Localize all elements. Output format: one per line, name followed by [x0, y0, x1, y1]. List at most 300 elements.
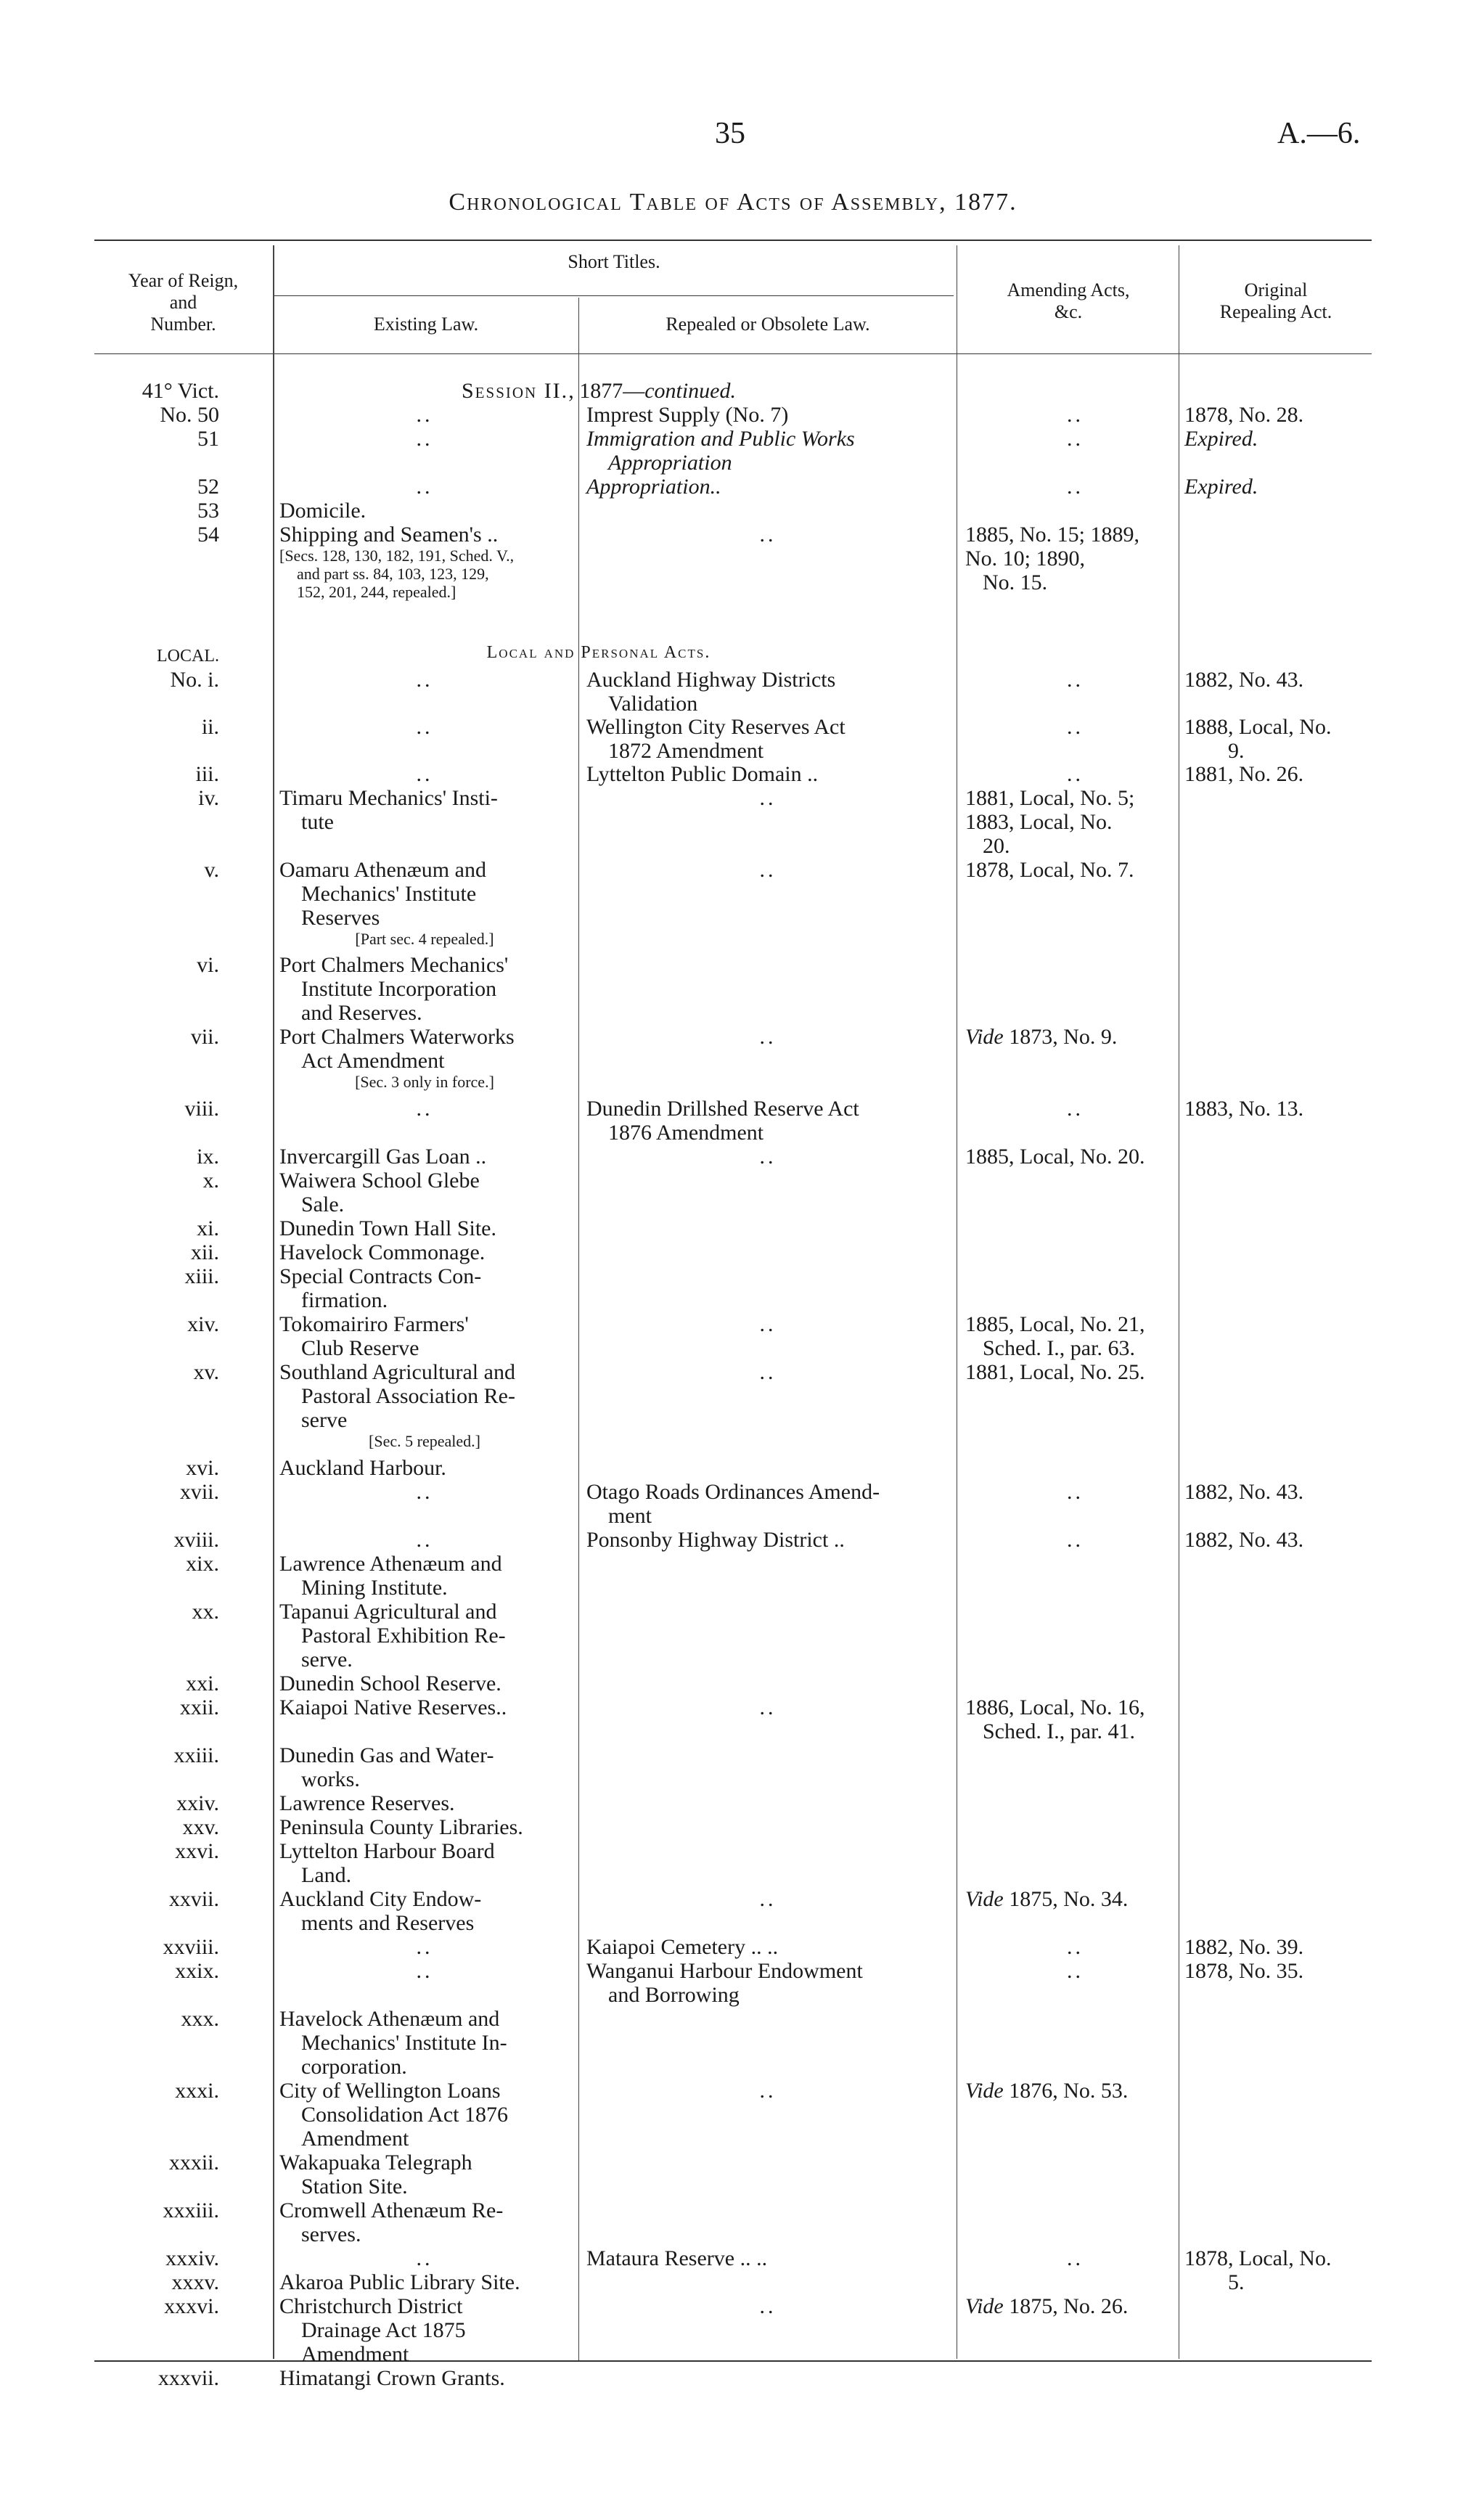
header-year: Year of Reign, and Number. [128, 270, 239, 335]
act-number: No. i. [170, 668, 219, 692]
original-repealing-cell [1184, 1935, 1373, 1959]
repealed-law-cell [586, 1528, 949, 1552]
existing-law-cell [279, 2079, 570, 2151]
existing-law-cell [279, 2007, 570, 2079]
existing-law-cell [279, 1312, 570, 1360]
original-repealing-line: 5. [1228, 2270, 1245, 2294]
existing-law-line: serves. [301, 2222, 361, 2246]
act-number: xiv. [187, 1312, 219, 1336]
existing-law-text: Shipping and Seamen's .. [279, 523, 499, 547]
act-number: xvi. [186, 1456, 219, 1480]
existing-law-line: Waiwera School Glebe [279, 1169, 480, 1192]
existing-law-text: .. [416, 1097, 433, 1121]
act-number: xxvii. [168, 1887, 219, 1911]
act-number: xxv. [182, 1815, 219, 1839]
repealed-law-cell [586, 1312, 949, 1336]
amending-act-line: 1885, No. 15; 1889, [965, 523, 1139, 547]
existing-law-text: .. [416, 403, 433, 427]
amending-acts-cell [965, 475, 1183, 499]
amending-act-text [965, 1887, 1183, 1911]
amending-act-line: 1881, Local, No. 5; [965, 786, 1135, 810]
repealed-law-cell [586, 403, 949, 427]
original-repealing-text: 1878, No. 35. [1184, 1959, 1304, 1983]
act-number: xxvi. [175, 1839, 219, 1863]
existing-law-cell [279, 1791, 570, 1815]
amending-act-line: 1883, Local, No. [965, 810, 1113, 834]
repealed-law-cell [586, 1145, 949, 1169]
repeal-note: [Part sec. 4 repealed.] [355, 930, 494, 948]
existing-law-line: Mechanics' Institute [301, 882, 477, 906]
repealed-law-cell [586, 1480, 949, 1528]
amending-act-ref: 1881, Local, No. 25. [965, 1360, 1145, 1384]
existing-law-line: Dunedin Gas and Water- [279, 1743, 494, 1767]
existing-law-cell [279, 1959, 570, 1983]
repealed-law-cell [586, 1360, 949, 1384]
repealed-law-line: Auckland Highway Districts [586, 668, 836, 692]
act-number: xix. [186, 1552, 219, 1576]
act-number: xxiii. [173, 1743, 219, 1767]
repealed-law-text: Lyttelton Public Domain .. [586, 762, 819, 786]
existing-law-cell [279, 1887, 570, 1935]
existing-law-line: tute [301, 810, 334, 834]
document-reference: A.—6. [1277, 117, 1361, 150]
original-repealing-cell [1184, 668, 1373, 692]
repeal-note: [Sec. 5 repealed.] [369, 1432, 480, 1450]
original-repealing-cell [1184, 715, 1373, 763]
existing-law-cell [279, 668, 570, 692]
original-repealing-text: 1882, No. 43. [1184, 668, 1304, 692]
amending-act-line: 1885, Local, No. 21, [965, 1312, 1145, 1336]
repealed-law-line: Appropriation [608, 451, 732, 475]
existing-law-line: firmation. [301, 1288, 388, 1312]
existing-law-line: Amendment [301, 2127, 409, 2151]
existing-law-line: works. [301, 1767, 360, 1791]
act-number: 52 [197, 475, 219, 499]
act-number: xxxii. [168, 2151, 219, 2175]
existing-law-text: Dunedin Town Hall Site. [279, 1216, 496, 1240]
existing-law-text: .. [416, 2246, 433, 2270]
repealed-law-text: .. [759, 2294, 777, 2318]
repealed-law-cell [586, 2294, 949, 2318]
original-repealing-cell [1184, 1480, 1373, 1504]
amending-act-text: .. [1067, 2246, 1084, 2270]
existing-law-line: Act Amendment [301, 1049, 445, 1073]
act-number: xxxi. [175, 2079, 219, 2103]
amending-act-text: .. [1067, 1935, 1084, 1959]
repealed-law-line: 1872 Amendment [608, 739, 764, 763]
repealed-law-cell [586, 786, 949, 810]
short-titles-rule [274, 295, 954, 296]
repealed-law-cell [586, 1695, 949, 1719]
repealed-law-text: Imprest Supply (No. 7) [586, 403, 789, 427]
existing-law-text: .. [416, 427, 433, 451]
repealed-law-cell [586, 2079, 949, 2103]
act-number: ix. [197, 1145, 219, 1169]
original-repealing-text: 1882, No. 43. [1184, 1528, 1304, 1552]
vide-label: Vide [965, 2294, 1004, 2318]
amending-acts-cell [965, 1480, 1183, 1504]
existing-law-line: Institute Incorporation [301, 977, 497, 1001]
col-rule-1 [273, 245, 274, 2359]
act-number: xxxvi. [164, 2294, 219, 2318]
existing-law-cell [279, 786, 570, 834]
amending-acts-cell [965, 1360, 1183, 1384]
col-rule-2 [578, 298, 579, 2360]
existing-law-line: City of Wellington Loans [279, 2079, 501, 2103]
vide-label: Vide [965, 2079, 1004, 2103]
amending-act-line: No. 10; 1890, [965, 547, 1085, 570]
original-repealing-text: Expired. [1184, 475, 1258, 499]
existing-law-line: Mining Institute. [301, 1576, 448, 1600]
repealed-law-cell [586, 2246, 949, 2270]
existing-law-cell [279, 1672, 570, 1695]
existing-law-text: .. [416, 1935, 433, 1959]
amending-act-line: Sched. I., par. 63. [983, 1336, 1135, 1360]
amending-acts-cell [965, 858, 1183, 882]
act-number: 53 [197, 499, 219, 523]
act-number: v. [204, 858, 219, 882]
existing-law-line: Land. [301, 1863, 352, 1887]
existing-law-cell [279, 1025, 570, 1091]
existing-law-cell [279, 1240, 570, 1264]
amending-acts-cell [965, 2294, 1183, 2318]
repealed-law-line: 1876 Amendment [608, 1121, 764, 1145]
act-number: xxxiii. [163, 2198, 219, 2222]
existing-law-line: Pastoral Association Re- [301, 1384, 515, 1408]
repealed-law-text: .. [759, 858, 777, 882]
repealed-law-text: .. [759, 1025, 777, 1049]
act-number: vii. [190, 1025, 219, 1049]
existing-law-cell [279, 2198, 570, 2246]
amending-acts-cell [965, 1145, 1183, 1169]
original-repealing-text: 1882, No. 39. [1184, 1935, 1304, 1959]
act-number: xx. [192, 1600, 219, 1624]
amending-act-ref: 1873, No. 9. [1009, 1025, 1118, 1049]
existing-law-text: Himatangi Crown Grants. [279, 2366, 505, 2390]
existing-law-cell [279, 858, 570, 948]
original-repealing-cell [1184, 1528, 1373, 1552]
existing-law-text: .. [416, 762, 433, 786]
existing-law-cell [279, 1552, 570, 1600]
existing-law-cell [279, 1480, 570, 1504]
existing-law-line: serve [301, 1408, 348, 1432]
amending-act-text [965, 1145, 1183, 1169]
existing-law-cell [279, 2366, 570, 2390]
original-repealing-cell [1184, 762, 1373, 786]
existing-law-cell [279, 1097, 570, 1121]
amending-acts-cell [965, 715, 1183, 739]
repealed-law-cell [586, 1097, 949, 1145]
header-existing-law: Existing Law. [373, 314, 479, 335]
amending-acts-cell [965, 523, 1183, 594]
existing-law-line: Tapanui Agricultural and [279, 1600, 497, 1624]
existing-law-line: Oamaru Athenæum and [279, 858, 486, 882]
existing-law-cell [279, 1145, 570, 1169]
repealed-law-line: Dunedin Drillshed Reserve Act [586, 1097, 859, 1121]
original-repealing-cell [1184, 1959, 1373, 1983]
existing-law-text: .. [416, 1959, 433, 1983]
existing-law-text: Peninsula County Libraries. [279, 1815, 523, 1839]
existing-law-text: .. [416, 715, 433, 739]
amending-act-text [965, 858, 1183, 882]
repealed-law-cell [586, 762, 949, 786]
existing-law-cell [279, 715, 570, 739]
amending-act-text: .. [1067, 1097, 1084, 1121]
amending-acts-cell [965, 1528, 1183, 1552]
repealed-law-line: Validation [608, 692, 698, 716]
amending-acts-cell [965, 2079, 1183, 2103]
act-number: xviii. [173, 1528, 219, 1552]
existing-law-cell [279, 1264, 570, 1312]
existing-law-cell [279, 1743, 570, 1791]
act-number: xxx. [181, 2007, 219, 2031]
repealed-law-text: Ponsonby Highway District .. [586, 1528, 845, 1552]
existing-law-line: Timaru Mechanics' Insti- [279, 786, 498, 810]
repealed-law-line: Wanganui Harbour Endowment [586, 1959, 863, 1983]
repealed-law-cell [586, 668, 949, 716]
existing-law-cell [279, 475, 570, 499]
amending-acts-cell [965, 762, 1183, 786]
act-number: xxiv. [176, 1791, 219, 1815]
original-repealing-text: 1881, No. 26. [1184, 762, 1304, 786]
act-number: xiii. [184, 1264, 219, 1288]
repealed-law-line: Immigration and Public Works [586, 427, 855, 451]
repealed-law-text: .. [759, 523, 777, 547]
act-number: vi. [197, 953, 219, 977]
existing-law-cell [279, 1815, 570, 1839]
act-number: xxii. [179, 1695, 219, 1719]
original-repealing-line: 9. [1228, 739, 1245, 763]
existing-law-cell [279, 499, 570, 523]
amending-act-ref: 1885, Local, No. 20. [965, 1145, 1145, 1169]
existing-law-line: Havelock Athenæum and [279, 2007, 500, 2031]
existing-law-line: Station Site. [301, 2175, 408, 2198]
repealed-law-cell [586, 1025, 949, 1049]
amending-act-text: .. [1067, 1480, 1084, 1504]
amending-acts-cell [965, 1695, 1183, 1743]
original-repealing-line: 1888, Local, No. [1184, 715, 1332, 739]
existing-law-line: Wakapuaka Telegraph [279, 2151, 472, 2175]
original-repealing-text: 1882, No. 43. [1184, 1480, 1304, 1504]
act-number: xii. [190, 1240, 219, 1264]
amending-act-ref: 1875, No. 26. [1009, 2294, 1129, 2318]
header-short-titles: Short Titles. [568, 251, 660, 272]
original-repealing-text: Expired. [1184, 427, 1258, 451]
act-number: viii. [184, 1097, 219, 1121]
existing-law-cell [279, 762, 570, 786]
header-bottom-rule [94, 353, 1372, 354]
repealed-law-line: ment [608, 1504, 652, 1528]
existing-law-cell [279, 953, 570, 1025]
amending-act-text [965, 1360, 1183, 1384]
original-repealing-cell [1184, 1097, 1373, 1121]
act-number: xxi. [186, 1672, 219, 1695]
existing-law-line: Southland Agricultural and [279, 1360, 515, 1384]
existing-law-line: Reserves [301, 906, 380, 930]
original-repealing-cell [1184, 2246, 1373, 2294]
existing-law-text: Auckland Harbour. [279, 1456, 446, 1480]
repeal-note-line: 152, 201, 244, repealed.] [297, 583, 456, 601]
original-repealing-cell [1184, 403, 1373, 427]
repealed-law-text: .. [759, 1360, 777, 1384]
existing-law-line: Club Reserve [301, 1336, 419, 1360]
repealed-law-cell [586, 1887, 949, 1911]
existing-law-cell [279, 1935, 570, 1959]
vide-label: Vide [965, 1887, 1004, 1911]
existing-law-line: Lyttelton Harbour Board [279, 1839, 495, 1863]
existing-law-line: Port Chalmers Mechanics' [279, 953, 509, 977]
original-repealing-cell [1184, 427, 1373, 451]
existing-law-text: Domicile. [279, 499, 366, 523]
local-title: Local and Personal Acts. [486, 643, 711, 662]
existing-law-text: .. [416, 1528, 433, 1552]
act-number: No. 50 [160, 403, 219, 427]
original-repealing-cell [1184, 475, 1373, 499]
repealed-law-cell [586, 475, 949, 499]
amending-acts-cell [965, 1025, 1183, 1049]
amending-act-text: .. [1067, 1528, 1084, 1552]
existing-law-text: Havelock Commonage. [279, 1240, 486, 1264]
existing-law-cell [279, 1839, 570, 1887]
existing-law-line: Special Contracts Con- [279, 1264, 482, 1288]
existing-law-cell [279, 1360, 570, 1450]
amending-acts-cell [965, 427, 1183, 451]
repealed-law-line: Otago Roads Ordinances Amend- [586, 1480, 880, 1504]
amending-act-text: .. [1067, 762, 1084, 786]
existing-law-cell [279, 2294, 570, 2366]
amending-act-ref: 1878, Local, No. 7. [965, 858, 1134, 882]
existing-law-line: Mechanics' Institute In- [301, 2031, 507, 2055]
act-number: xxxvii. [157, 2366, 219, 2390]
existing-law-cell [279, 1695, 570, 1719]
original-repealing-text: 1878, No. 28. [1184, 403, 1304, 427]
existing-law-text: .. [416, 475, 433, 499]
amending-acts-cell [965, 1887, 1183, 1911]
existing-law-line: Drainage Act 1875 [301, 2318, 466, 2342]
amending-act-ref: 1875, No. 34. [1009, 1887, 1129, 1911]
existing-law-cell [279, 1216, 570, 1240]
repealed-law-cell [586, 858, 949, 882]
original-repealing-line: 1878, Local, No. [1184, 2246, 1332, 2270]
existing-law-text: Dunedin School Reserve. [279, 1672, 501, 1695]
vide-label: Vide [965, 1025, 1004, 1049]
amending-acts-cell [965, 1097, 1183, 1121]
act-number: xvii. [179, 1480, 219, 1504]
existing-law-line: Auckland City Endow- [279, 1887, 482, 1911]
amending-acts-cell [965, 668, 1183, 692]
act-number: x. [202, 1169, 219, 1192]
amending-act-text [965, 1025, 1183, 1049]
amending-acts-cell [965, 1959, 1183, 1983]
repealed-law-text: .. [759, 2079, 777, 2103]
repealed-law-cell [586, 1959, 949, 2007]
existing-law-line: corporation. [301, 2055, 407, 2079]
repealed-law-text: .. [759, 1145, 777, 1169]
repealed-law-line: and Borrowing [608, 1983, 740, 2007]
amending-act-text: .. [1067, 1959, 1084, 1983]
existing-law-cell [279, 427, 570, 451]
page-number: 35 [715, 117, 745, 150]
repealed-law-cell [586, 715, 949, 763]
original-repealing-text: 1883, No. 13. [1184, 1097, 1304, 1121]
table-title: Chronological Table of Acts of Assembly, 1877. [449, 189, 1017, 216]
amending-acts-cell [965, 786, 1183, 858]
existing-law-cell [279, 403, 570, 427]
act-number: xv. [193, 1360, 219, 1384]
amending-act-line: Sched. I., par. 41. [983, 1719, 1135, 1743]
existing-law-text: Kaiapoi Native Reserves.. [279, 1695, 507, 1719]
amending-act-ref: 1876, No. 53. [1009, 2079, 1129, 2103]
act-number: xi. [197, 1216, 219, 1240]
existing-law-line: Tokomairiro Farmers' [279, 1312, 469, 1336]
existing-law-line: Sale. [301, 1192, 345, 1216]
existing-law-line: Lawrence Athenæum and [279, 1552, 502, 1576]
existing-law-line: Port Chalmers Waterworks [279, 1025, 515, 1049]
existing-law-cell [279, 1456, 570, 1480]
existing-law-cell [279, 2151, 570, 2198]
existing-law-cell [279, 1528, 570, 1552]
act-number: ii. [201, 715, 219, 739]
repealed-law-text: .. [759, 786, 777, 810]
existing-law-line: Amendment [301, 2342, 409, 2366]
existing-law-line: and Reserves. [301, 1001, 422, 1025]
existing-law-cell [279, 2246, 570, 2270]
existing-law-text: Akaroa Public Library Site. [279, 2270, 520, 2294]
repealed-law-text: .. [759, 1887, 777, 1911]
repealed-law-text: .. [759, 1312, 777, 1336]
existing-law-line: serve. [301, 1648, 353, 1672]
repealed-law-text: Mataura Reserve .. .. [586, 2246, 768, 2270]
existing-law-cell [279, 1600, 570, 1672]
act-number: xxviii. [163, 1935, 219, 1959]
act-number: 54 [197, 523, 219, 547]
session-title: Session II., 1877—continued. [462, 379, 736, 403]
existing-law-cell [279, 2270, 570, 2294]
repealed-law-text: Appropriation.. [586, 475, 721, 499]
existing-law-line: Consolidation Act 1876 [301, 2103, 508, 2127]
amending-acts-cell [965, 2246, 1183, 2270]
amending-acts-cell [965, 1312, 1183, 1360]
repealed-law-line: Wellington City Reserves Act [586, 715, 845, 739]
existing-law-cell [279, 523, 570, 601]
amending-acts-cell [965, 403, 1183, 427]
amending-act-line: No. 15. [983, 570, 1048, 594]
act-number: xxix. [175, 1959, 219, 1983]
amending-act-text: .. [1067, 475, 1084, 499]
existing-law-text: .. [416, 668, 433, 692]
act-number: iv. [198, 786, 219, 810]
repealed-law-text: Kaiapoi Cemetery .. .. [586, 1935, 779, 1959]
existing-law-text: .. [416, 1480, 433, 1504]
existing-law-cell [279, 1169, 570, 1216]
repeal-note-line: [Secs. 128, 130, 182, 191, Sched. V., [279, 547, 515, 565]
existing-law-line: Pastoral Exhibition Re- [301, 1624, 506, 1648]
header-top-rule [94, 240, 1372, 241]
header-original-repealing: Original Repealing Act. [1219, 279, 1332, 322]
act-number: 51 [197, 427, 219, 451]
amending-act-line: 20. [983, 834, 1010, 858]
repealed-law-cell [586, 427, 949, 475]
amending-acts-cell [965, 1935, 1183, 1959]
existing-law-line: Christchurch District [279, 2294, 463, 2318]
existing-law-text: Invercargill Gas Loan .. [279, 1145, 487, 1169]
header-repealed-law: Repealed or Obsolete Law. [666, 314, 870, 335]
existing-law-line: ments and Reserves [301, 1911, 475, 1935]
act-number: xxxiv. [165, 2246, 219, 2270]
repealed-law-cell [586, 1935, 949, 1959]
repeal-note-line: and part ss. 84, 103, 123, 129, [297, 565, 489, 583]
repealed-law-cell [586, 523, 949, 547]
